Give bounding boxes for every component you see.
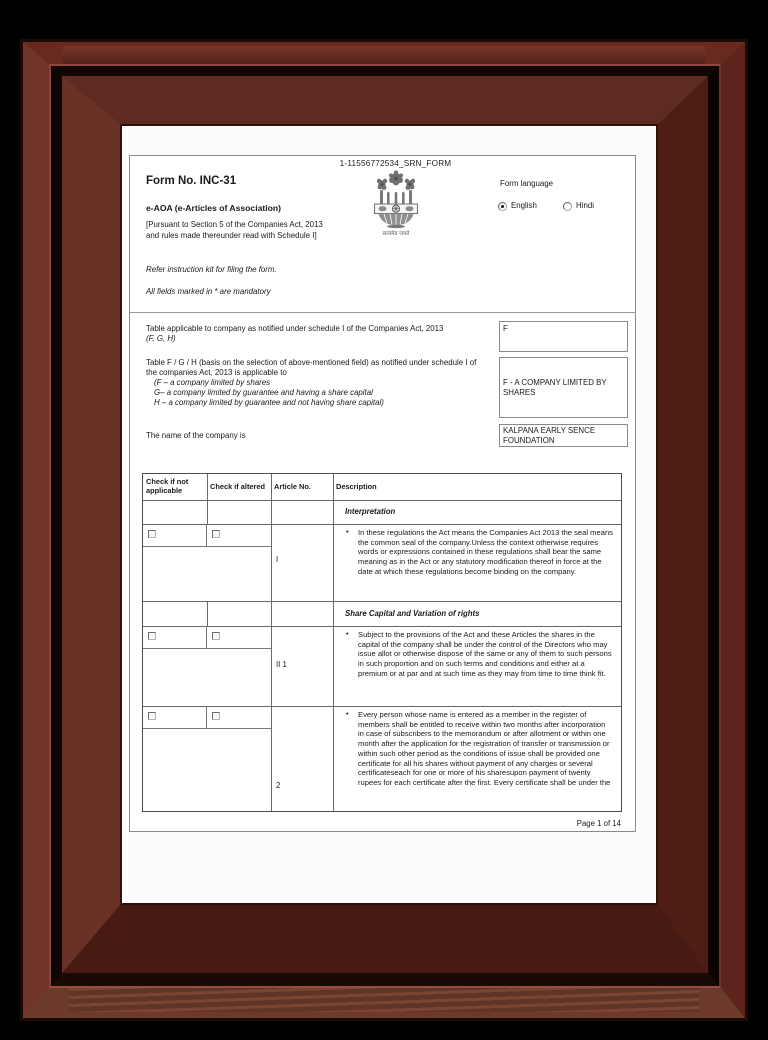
checkbox-cell	[143, 627, 207, 648]
article-number: 2	[276, 781, 281, 790]
checkbox-not-applicable[interactable]	[148, 712, 156, 720]
checkbox-not-applicable[interactable]	[148, 632, 156, 640]
table-applicable-label-text: Table applicable to company as notified under schedule I of the Companies Act, 2013	[146, 324, 444, 333]
checkbox-subrow	[143, 627, 271, 649]
column-divider	[333, 501, 334, 524]
india-emblem-icon	[371, 169, 421, 237]
frame-inner-bevel	[62, 76, 708, 973]
column-divider	[271, 525, 272, 601]
company-name-label: The name of the company is	[146, 431, 246, 440]
pursuant-line-1: [Pursuant to Section 5 of the Companies Act, 2013	[146, 220, 323, 229]
article-number: I	[276, 555, 279, 564]
table-fgh-note-f: (F – a company limited by shares	[154, 378, 271, 387]
table-applicable-label	[146, 324, 498, 344]
mandatory-note: All fields marked in * are mandatory	[146, 287, 271, 296]
company-name-value-box[interactable]	[499, 424, 628, 447]
table-fgh-label-line1: Table F / G / H (basis on the selection of above-mentioned field) as notified under schedule I of	[146, 358, 477, 367]
article-row-2	[143, 706, 621, 811]
company-name-line1: KALPANA EARLY SENCE	[503, 426, 596, 435]
column-divider	[271, 602, 272, 626]
checkbox-cell	[143, 707, 207, 728]
srn-header: 1-11556772534_SRN_FORM	[339, 159, 452, 168]
header-description: Description	[336, 482, 377, 491]
form-subtitle: e-AOA (e-Articles of Association)	[146, 203, 281, 213]
table-fgh-note-g: G– a company limited by guarantee and having a share capital	[154, 388, 373, 397]
checkbox-altered[interactable]	[212, 530, 220, 538]
checkbox-altered[interactable]	[212, 632, 220, 640]
section-title: Interpretation	[345, 507, 396, 516]
radio-english[interactable]	[498, 202, 507, 211]
section-divider	[130, 312, 635, 313]
checkbox-cell	[143, 525, 207, 546]
checkbox-cell	[207, 525, 271, 546]
instruction-note: Refer instruction kit for filing the form.	[146, 265, 277, 274]
articles-table	[142, 473, 622, 812]
header-check-not-applicable: Check if not applicable	[146, 477, 189, 495]
checkbox-not-applicable[interactable]	[148, 530, 156, 538]
header-article-no: Article No.	[274, 482, 311, 491]
document-page	[122, 126, 656, 903]
table-fgh-value-line2: SHARES	[503, 387, 536, 397]
checkbox-cell	[207, 707, 271, 728]
checkbox-subrow	[143, 525, 271, 547]
section-row-interpretation	[143, 500, 621, 524]
table-applicable-value-box[interactable]	[499, 321, 628, 352]
article-row-I	[143, 524, 621, 601]
table-fgh-label	[146, 358, 498, 408]
section-title: Share Capital and Variation of rights	[345, 609, 480, 618]
frame-outer-band	[23, 42, 745, 1018]
column-divider	[207, 602, 208, 626]
picture-frame	[20, 39, 748, 1021]
pursuant-line-2: and rules made thereunder read with Schedule I]	[146, 230, 317, 240]
checkbox-altered[interactable]	[212, 712, 220, 720]
table-header-row	[143, 474, 621, 500]
article-description: • In these regulations the Act means the Companies Act 2013 the seal means the common seal of the company.Unless the context otherwise requires words or expressions contained in these regulations shall bear the same meaning as in the Act or any statutory modification thereof in force at the date at which these regulations become binding on the company.	[333, 525, 617, 577]
radio-english-label[interactable]: English	[511, 201, 537, 210]
radio-hindi-label[interactable]: Hindi	[576, 201, 594, 210]
section-row-share-capital	[143, 601, 621, 626]
header-check-altered: Check if altered	[210, 482, 266, 491]
radio-hindi[interactable]	[563, 202, 572, 211]
column-divider	[271, 627, 272, 706]
frame-ridge	[49, 64, 721, 988]
table-applicable-value: F	[503, 324, 508, 333]
article-row-II-1	[143, 626, 621, 706]
column-divider	[271, 707, 272, 811]
frame-groove	[51, 66, 719, 986]
article-description: • Subject to the provisions of the Act and these Articles the shares in the capital of the company shall be under the control of the Directors who may issue allot or otherwise dispose of the same or any of them to such persons in such proportion and on such terms and conditions and either at a premium or at par and at such time as they may from time to time think fit.	[333, 627, 617, 679]
table-fgh-label-line2: the companies Act, 2013 is applicable to	[146, 368, 287, 377]
pursuant-note	[146, 220, 323, 241]
table-fgh-value-line1: F - A COMPANY LIMITED BY	[503, 377, 607, 387]
company-name-line2: FOUNDATION	[503, 436, 555, 445]
form-number-title: Form No. INC-31	[146, 175, 237, 187]
form-language-label: Form language	[500, 179, 554, 188]
table-applicable-note: (F, G, H)	[146, 334, 176, 343]
article-number: II 1	[276, 660, 287, 669]
column-divider	[333, 602, 334, 626]
checkbox-cell	[207, 627, 271, 648]
table-fgh-note-h: H – a company limited by guarantee and not having share capital)	[154, 398, 384, 407]
page-indicator: Page 1 of 14	[576, 819, 621, 828]
form-content-box	[129, 155, 636, 832]
checkbox-subrow	[143, 707, 271, 729]
emblem-motto: सत्यमेव जयते	[382, 231, 410, 237]
column-divider	[207, 501, 208, 524]
frame-inner-lip	[120, 124, 658, 905]
table-fgh-value-box[interactable]	[499, 357, 628, 418]
column-divider	[271, 501, 272, 524]
article-description: • Every person whose name is entered as a member in the register of members shall be entitled to receive within two months after incorporation in case of subscribers to the memorandum or after allotment or within one month after the application for the registration of transfer or transmission or within such other period as the conditions of issue shall be provided one certificate for all his shares without payment of any charges or several certificateseach for one or more of his sharesupon payment of twenty rupees for each certificate after the first. Every certificate shall be under the	[333, 707, 617, 788]
